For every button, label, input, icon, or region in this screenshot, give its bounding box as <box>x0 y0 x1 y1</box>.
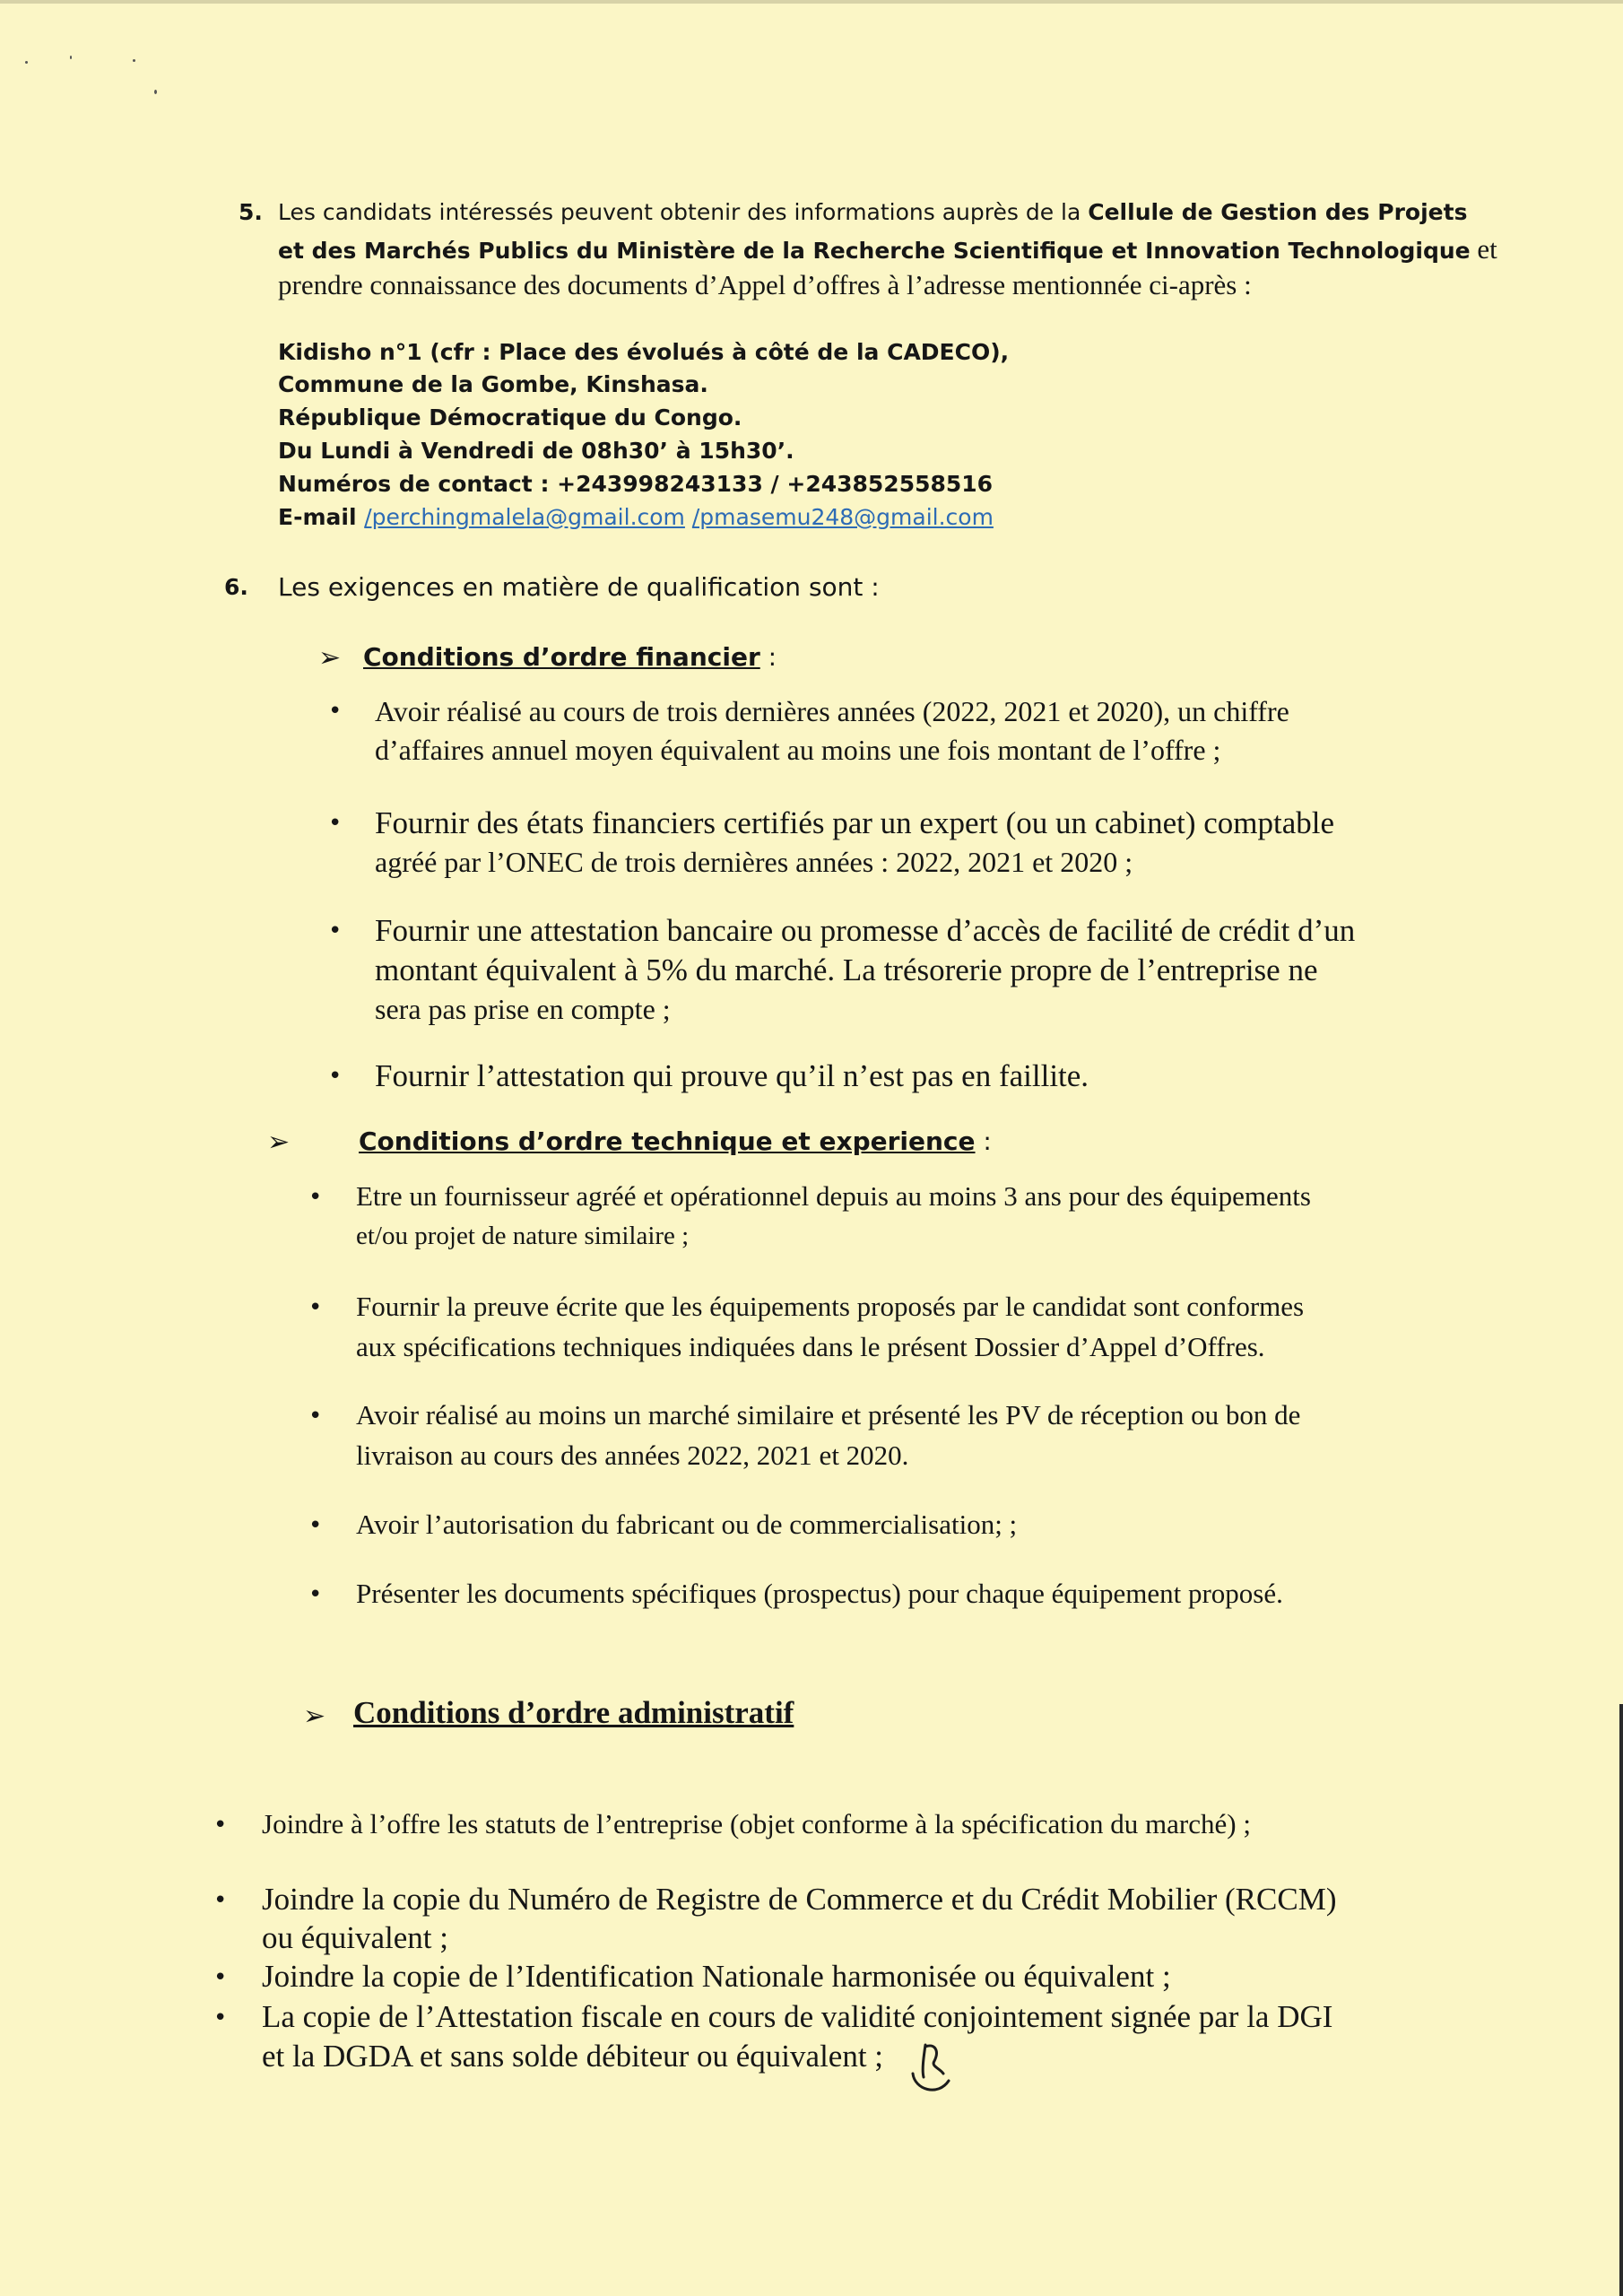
bullet-icon: • <box>308 1294 323 1321</box>
opening-hours: Du Lundi à Vendredi de 08h30’ à 15h30’. <box>278 438 794 464</box>
technical-item-2-line-1: Fournir la preuve écrite que les équipements proposés par le candidat sont conformes <box>356 1291 1305 1322</box>
technical-item-2-line-2: aux spécifications techniques indiquées dans le présent Dossier d’Appel d’Offres. <box>356 1331 1265 1362</box>
cellule-name: Cellule de Gestion des Projets <box>1088 199 1468 225</box>
section-5-line-2 <box>278 233 1497 265</box>
technical-item-1-line-2: et/ou projet de nature similaire ; <box>356 1222 690 1250</box>
address-line-1: Kidisho n°1 (cfr : Place des évolués à côté de la CADECO), <box>278 339 1010 365</box>
financial-item-3-line-1: Fournir une attestation bancaire ou promesse d’accès de facilité de crédit d’un <box>375 913 1356 948</box>
bullet-icon: • <box>308 1184 323 1211</box>
financial-item-1-line-2: d’affaires annuel moyen équivalent au moins une fois montant de l’offre ; <box>375 734 1221 766</box>
financial-item-3-line-3: sera pas prise en compte ; <box>375 993 671 1025</box>
handwritten-initial-mark <box>907 2034 958 2099</box>
financial-item-1-line-1: Avoir réalisé au cours de trois dernières années (2022, 2021 et 2020), un chiffre <box>375 695 1289 727</box>
admin-item-1-line-1: Joindre à l’offre les statuts de l’entreprise (objet conforme à la spécification du marché) ; <box>262 1808 1251 1839</box>
financial-heading-text: Conditions d’ordre financier <box>363 642 760 672</box>
financial-item-2-line-1: Fournir des états financiers certifiés par un expert (ou un cabinet) comptable <box>375 805 1335 840</box>
admin-item-4-line-1: La copie de l’Attestation fiscale en cours de validité conjointement signée par la DGI <box>262 1999 1333 2034</box>
administrative-heading: Conditions d’ordre administratif <box>353 1695 794 1730</box>
financial-item-2-line-2: agréé par l’ONEC de trois dernières années : 2022, 2021 et 2020 ; <box>375 846 1133 878</box>
section-5-line-1 <box>278 199 1467 225</box>
email-link-pmasemu[interactable]: /pmasemu248@gmail.com <box>691 504 994 530</box>
scan-top-edge <box>0 0 1623 4</box>
section-6-number: 6. <box>224 574 248 600</box>
bullet-icon: • <box>328 1063 343 1090</box>
bullet-icon: • <box>213 2005 228 2031</box>
admin-item-2-line-2: ou équivalent ; <box>262 1920 449 1955</box>
contact-numbers: Numéros de contact : +243998243133 / +243852558516 <box>278 471 994 497</box>
scan-speck <box>154 90 157 94</box>
technical-item-3-line-2: livraison au cours des années 2022, 2021 et 2020. <box>356 1439 909 1471</box>
section-5-line-3: prendre connaissance des documents d’Appel d’offres à l’adresse mentionnée ci-après : <box>278 269 1252 300</box>
section-6-intro: Les exigences en matière de qualification sont : <box>278 572 880 602</box>
section-5-number: 5. <box>239 199 263 225</box>
financial-item-4-line-1: Fournir l’attestation qui prouve qu’il n’est pas en faillite. <box>375 1058 1089 1093</box>
bullet-icon: • <box>328 698 343 725</box>
bullet-icon: • <box>213 1812 228 1839</box>
section-5-line-2-tail: et <box>1470 233 1497 265</box>
bullet-icon: • <box>213 1964 228 1991</box>
scan-speck <box>25 61 28 64</box>
financial-heading: Conditions d’ordre financier : <box>363 642 777 672</box>
technical-item-5-line-1: Présenter les documents spécifiques (prospectus) pour chaque équipement proposé. <box>356 1578 1283 1609</box>
bullet-icon: • <box>308 1581 323 1608</box>
email-link-perchingmalela[interactable]: /perchingmalela@gmail.com <box>364 504 685 530</box>
scan-speck <box>133 59 135 62</box>
arrow-icon: ➢ <box>267 1126 291 1158</box>
scan-right-edge <box>1619 1704 1623 2296</box>
address-line-2: Commune de la Gombe, Kinshasa. <box>278 371 708 397</box>
technical-item-4-line-1: Avoir l’autorisation du fabricant ou de commercialisation; ; <box>356 1509 1018 1540</box>
admin-item-4-line-2: et la DGDA et sans solde débiteur ou équivalent ; <box>262 2039 884 2074</box>
bullet-icon: • <box>213 1887 228 1914</box>
bullet-icon: • <box>328 810 343 837</box>
technical-heading: Conditions d’ordre technique et experience : <box>359 1126 992 1156</box>
technical-item-1-line-1: Etre un fournisseur agréé et opérationnel depuis au moins 3 ans pour des équipements <box>356 1180 1311 1212</box>
technical-item-3-line-1: Avoir réalisé au moins un marché similaire et présenté les PV de réception ou bon de <box>356 1399 1301 1431</box>
section-5-line-1-text: Les candidats intéressés peuvent obtenir des informations auprès de la <box>278 199 1089 225</box>
ministry-name: et des Marchés Publics du Ministère de la Recherche Scientifique et Innovation Technologique <box>278 238 1471 264</box>
email-line <box>278 504 994 530</box>
bullet-icon: • <box>328 918 343 944</box>
arrow-icon: ➢ <box>318 642 342 674</box>
scan-speck <box>70 56 72 59</box>
address-line-3: République Démocratique du Congo. <box>278 404 742 430</box>
bullet-icon: • <box>308 1403 323 1430</box>
arrow-icon: ➢ <box>303 1700 326 1732</box>
financial-item-3-line-2: montant équivalent à 5% du marché. La trésorerie propre de l’entreprise ne <box>375 952 1318 987</box>
email-label: E-mail <box>278 504 365 530</box>
admin-item-3-line-1: Joindre la copie de l’Identification Nationale harmonisée ou équivalent ; <box>262 1959 1171 1994</box>
bullet-icon: • <box>308 1512 323 1539</box>
technical-heading-text: Conditions d’ordre technique et experience <box>359 1126 976 1156</box>
admin-item-2-line-1: Joindre la copie du Numéro de Registre de Commerce et du Crédit Mobilier (RCCM) <box>262 1882 1337 1917</box>
